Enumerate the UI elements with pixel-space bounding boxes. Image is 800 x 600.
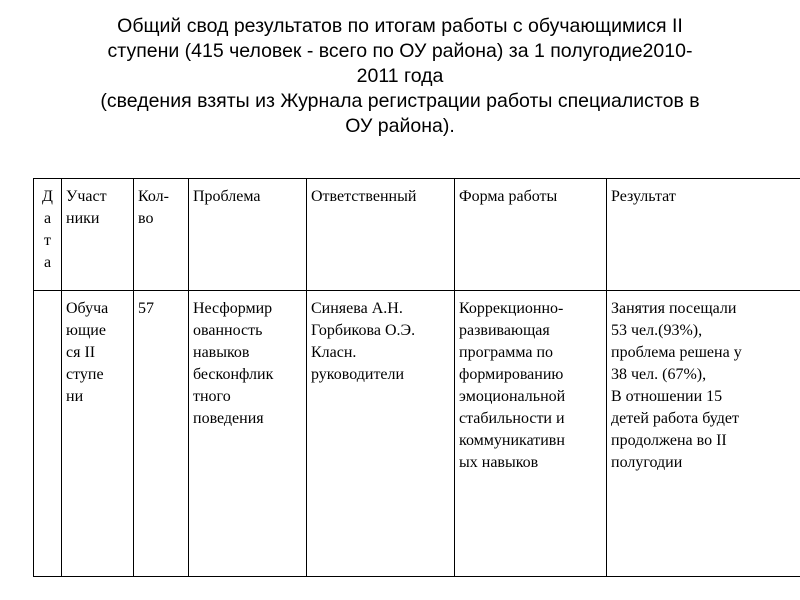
results-table <box>33 178 800 577</box>
title-line-1: Общий свод результатов по итогам работы с обучающимися II <box>117 15 683 37</box>
header-count: Кол- во <box>134 179 189 291</box>
table-row <box>34 291 800 577</box>
title-line-2: ступени (415 человек - всего по ОУ района) за 1 полугодие2010- <box>107 40 693 62</box>
table-header-row <box>34 179 800 291</box>
header-result: Результат <box>607 179 800 291</box>
header-participants: Участ ники <box>62 179 134 291</box>
cell-responsible: Синяева А.Н. Горбикова О.Э. Класн. руководители <box>307 291 455 577</box>
header-problem: Проблема <box>189 179 307 291</box>
cell-problem: Несформир ованность навыков бесконфлик тного поведения <box>189 291 307 577</box>
header-responsible: Ответственный <box>307 179 455 291</box>
cell-result: Занятия посещали 53 чел.(93%), проблема решена у 38 чел. (67%), В отношении 15 детей работа будет продолжена во II полугодии <box>607 291 800 577</box>
cell-participants: Обуча ющие ся II ступе ни <box>62 291 134 577</box>
cell-count: 57 <box>134 291 189 577</box>
title-line-3: 2011 года <box>356 65 444 87</box>
page-title <box>0 14 800 139</box>
cell-work-form: Коррекционно- развивающая программа по формированию эмоциональной стабильности и коммуникативн ых навыков <box>455 291 607 577</box>
title-line-4: (сведения взяты из Журнала регистрации работы специалистов в <box>100 90 700 112</box>
header-date: Д а т а <box>34 179 62 291</box>
cell-date <box>34 291 62 577</box>
header-work-form: Форма работы <box>455 179 607 291</box>
title-line-5: ОУ района). <box>345 115 455 137</box>
